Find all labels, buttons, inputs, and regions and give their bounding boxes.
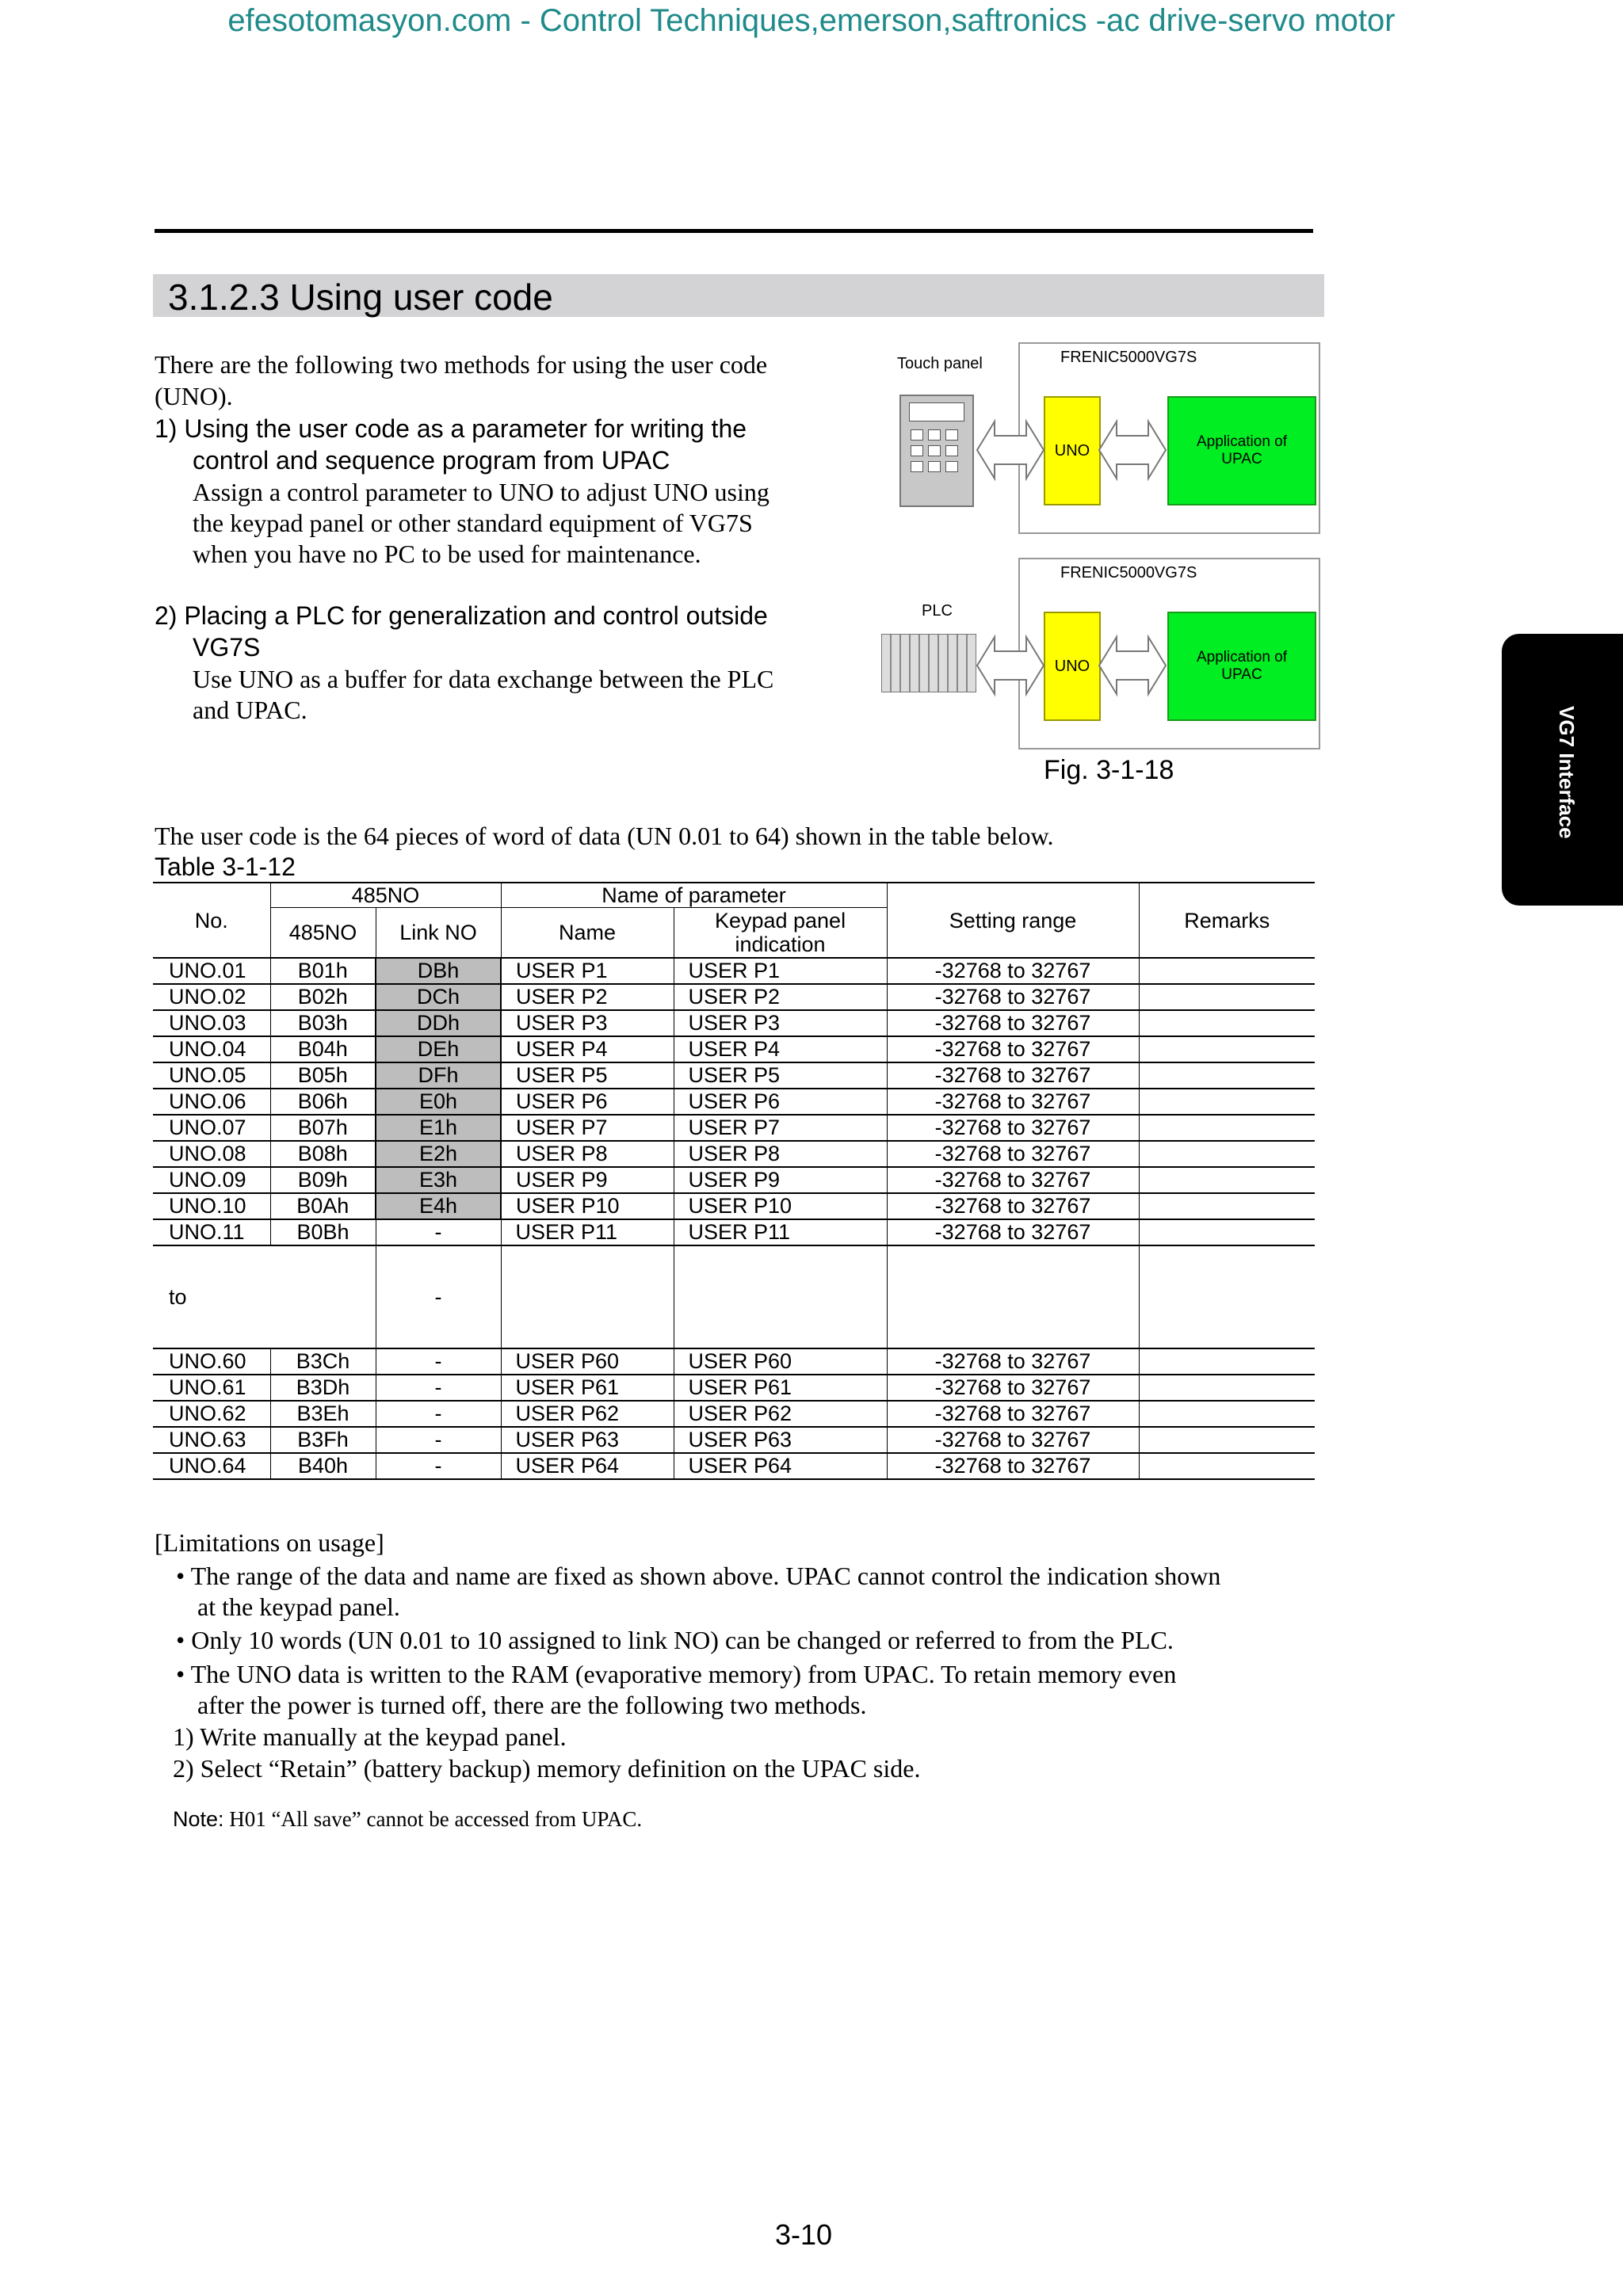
cell-485no: B05h — [270, 1062, 376, 1089]
header-setting-range: Setting range — [887, 883, 1139, 958]
cell-485no: B0Ah — [270, 1193, 376, 1219]
cell-remarks — [1139, 1010, 1315, 1036]
cell-name: USER P6 — [501, 1089, 674, 1115]
side-tab-label: VG7 Interface — [1555, 706, 1579, 839]
cell-link-no: - — [376, 1219, 501, 1245]
cell-name: USER P11 — [501, 1219, 674, 1245]
cell-setting-range: -32768 to 32767 — [887, 1348, 1139, 1375]
cell-keypad-indication: USER P2 — [674, 984, 887, 1010]
cell-keypad-indication: USER P6 — [674, 1089, 887, 1115]
retain-method-2: 2) Select “Retain” (battery backup) memory definition on the UPAC side. — [173, 1754, 921, 1783]
data-exchange-arrows — [876, 338, 1335, 749]
cell-no: UNO.09 — [153, 1167, 270, 1193]
double-arrow-icon — [1099, 421, 1166, 479]
cell-no: UNO.08 — [153, 1141, 270, 1167]
cell-remarks — [1139, 1348, 1315, 1375]
cell-485no: B3Eh — [270, 1401, 376, 1427]
cell-485no — [270, 1245, 376, 1348]
cell-remarks — [1139, 1036, 1315, 1062]
cell-setting-range: -32768 to 32767 — [887, 984, 1139, 1010]
cell-keypad-indication: USER P4 — [674, 1036, 887, 1062]
cell-remarks — [1139, 958, 1315, 984]
table-caption: Table 3-1-12 — [155, 852, 296, 881]
cell-remarks — [1139, 1167, 1315, 1193]
cell-link-no: - — [376, 1375, 501, 1401]
cell-485no: B3Fh — [270, 1427, 376, 1453]
cell-setting-range: -32768 to 32767 — [887, 1219, 1139, 1245]
cell-no: UNO.04 — [153, 1036, 270, 1062]
cell-link-no: DCh — [376, 984, 501, 1010]
cell-keypad-indication — [674, 1245, 887, 1348]
watermark: efesotomasyon.com - Control Techniques,emerson,saftronics -ac drive-servo motor — [227, 3, 1396, 38]
cell-remarks — [1139, 1062, 1315, 1089]
cell-keypad-indication: USER P63 — [674, 1427, 887, 1453]
cell-setting-range: -32768 to 32767 — [887, 1401, 1139, 1427]
cell-link-no: - — [376, 1245, 501, 1348]
page-number: 3-10 — [775, 2218, 833, 2251]
cell-485no: B01h — [270, 958, 376, 984]
cell-keypad-indication: USER P7 — [674, 1115, 887, 1141]
cell-no: UNO.63 — [153, 1427, 270, 1453]
table-row — [153, 1427, 1315, 1453]
upac-app-box-top: Application of UPAC — [1167, 396, 1316, 505]
table-row — [153, 1036, 1315, 1062]
cell-no: UNO.64 — [153, 1453, 270, 1479]
cell-keypad-indication: USER P11 — [674, 1219, 887, 1245]
method1-body-line-3: when you have no PC to be used for maintenance. — [193, 540, 701, 568]
top-rule — [155, 229, 1313, 233]
limitation-1-line-1: • The range of the data and name are fixed as shown above. UPAC cannot control the indication shown — [176, 1562, 1221, 1590]
header-remarks: Remarks — [1139, 883, 1315, 958]
cell-setting-range: -32768 to 32767 — [887, 1062, 1139, 1089]
cell-485no: B3Dh — [270, 1375, 376, 1401]
cell-remarks — [1139, 1375, 1315, 1401]
cell-no: UNO.61 — [153, 1375, 270, 1401]
vg7s-label-bottom: FRENIC5000VG7S — [1060, 564, 1197, 582]
cell-name: USER P61 — [501, 1375, 674, 1401]
method1-heading-line-1: 1) Using the user code as a parameter for writing the — [155, 414, 747, 443]
cell-485no: B40h — [270, 1453, 376, 1479]
plc-label: PLC — [922, 602, 953, 620]
uno-box-bottom: UNO — [1044, 612, 1101, 721]
cell-keypad-indication: USER P61 — [674, 1375, 887, 1401]
table-row — [153, 1453, 1315, 1479]
cell-keypad-indication: USER P10 — [674, 1193, 887, 1219]
cell-485no: B06h — [270, 1089, 376, 1115]
cell-setting-range: -32768 to 32767 — [887, 1375, 1139, 1401]
cell-keypad-indication: USER P64 — [674, 1453, 887, 1479]
table-row — [153, 1193, 1315, 1219]
cell-no: UNO.03 — [153, 1010, 270, 1036]
table-body — [153, 958, 1315, 1479]
cell-setting-range: -32768 to 32767 — [887, 1193, 1139, 1219]
method1-body-line-2: the keypad panel or other standard equipment of VG7S — [193, 509, 753, 537]
table-row — [153, 1401, 1315, 1427]
cell-setting-range: -32768 to 32767 — [887, 1141, 1139, 1167]
cell-link-no: - — [376, 1348, 501, 1375]
cell-485no: B3Ch — [270, 1348, 376, 1375]
cell-setting-range: -32768 to 32767 — [887, 1010, 1139, 1036]
cell-name: USER P9 — [501, 1167, 674, 1193]
cell-name: USER P2 — [501, 984, 674, 1010]
cell-485no: B07h — [270, 1115, 376, 1141]
uno-box-top: UNO — [1044, 396, 1101, 505]
cell-485no: B04h — [270, 1036, 376, 1062]
section-title: 3.1.2.3 Using user code — [168, 277, 553, 318]
cell-name: USER P60 — [501, 1348, 674, 1375]
cell-no: to — [153, 1245, 270, 1348]
cell-name: USER P3 — [501, 1010, 674, 1036]
cell-485no: B09h — [270, 1167, 376, 1193]
cell-no: UNO.60 — [153, 1348, 270, 1375]
table-row — [153, 1115, 1315, 1141]
cell-remarks — [1139, 1427, 1315, 1453]
cell-remarks — [1139, 1193, 1315, 1219]
cell-remarks — [1139, 1089, 1315, 1115]
cell-no: UNO.01 — [153, 958, 270, 984]
retain-method-1: 1) Write manually at the keypad panel. — [173, 1722, 567, 1751]
double-arrow-icon — [977, 421, 1044, 479]
cell-name: USER P10 — [501, 1193, 674, 1219]
double-arrow-icon — [1099, 637, 1166, 694]
cell-link-no: DEh — [376, 1036, 501, 1062]
cell-link-no: - — [376, 1427, 501, 1453]
cell-485no: B0Bh — [270, 1219, 376, 1245]
method2-heading-line-2: VG7S — [193, 633, 261, 662]
cell-name: USER P1 — [501, 958, 674, 984]
cell-name — [501, 1245, 674, 1348]
method2-body-line-1: Use UNO as a buffer for data exchange between the PLC — [193, 665, 774, 693]
cell-setting-range: -32768 to 32767 — [887, 1453, 1139, 1479]
cell-remarks — [1139, 1141, 1315, 1167]
cell-keypad-indication: USER P60 — [674, 1348, 887, 1375]
cell-link-no: DBh — [376, 958, 501, 984]
cell-485no: B03h — [270, 1010, 376, 1036]
header-group-485: 485NO — [270, 883, 501, 908]
limitation-3-line-1: • The UNO data is written to the RAM (evaporative memory) from UPAC. To retain memory even — [176, 1660, 1177, 1688]
cell-link-no: E3h — [376, 1167, 501, 1193]
intro-line-1: There are the following two methods for using the user code — [155, 350, 768, 379]
cell-link-no: DDh — [376, 1010, 501, 1036]
cell-no: UNO.05 — [153, 1062, 270, 1089]
cell-remarks — [1139, 1115, 1315, 1141]
cell-name: USER P8 — [501, 1141, 674, 1167]
cell-setting-range: -32768 to 32767 — [887, 1089, 1139, 1115]
table-row — [153, 1167, 1315, 1193]
cell-remarks — [1139, 984, 1315, 1010]
system-diagram — [876, 338, 1335, 749]
cell-485no: B02h — [270, 984, 376, 1010]
header-name: Name — [501, 908, 674, 959]
table-row — [153, 1089, 1315, 1115]
note-text: H01 “All save” cannot be accessed from UPAC. — [223, 1807, 643, 1831]
cell-remarks — [1139, 1401, 1315, 1427]
intro-line-2: (UNO). — [155, 382, 233, 410]
header-group-name: Name of parameter — [501, 883, 887, 908]
cell-setting-range — [887, 1245, 1139, 1348]
cell-no: UNO.10 — [153, 1193, 270, 1219]
cell-name: USER P64 — [501, 1453, 674, 1479]
cell-name: USER P63 — [501, 1427, 674, 1453]
table-row — [153, 1010, 1315, 1036]
user-code-table — [153, 882, 1315, 1480]
cell-no: UNO.62 — [153, 1401, 270, 1427]
double-arrow-icon — [977, 637, 1044, 694]
cell-name: USER P62 — [501, 1401, 674, 1427]
table-row-ellipsis — [153, 1245, 1315, 1348]
touch-panel-label: Touch panel — [897, 355, 983, 372]
table-intro: The user code is the 64 pieces of word of data (UN 0.01 to 64) shown in the table below. — [155, 822, 1054, 850]
limitation-2-line-1: • Only 10 words (UN 0.01 to 10 assigned to link NO) can be changed or referred to from the PLC. — [176, 1626, 1174, 1654]
cell-485no: B08h — [270, 1141, 376, 1167]
cell-no: UNO.07 — [153, 1115, 270, 1141]
cell-setting-range: -32768 to 32767 — [887, 958, 1139, 984]
cell-link-no: - — [376, 1453, 501, 1479]
limitation-1-line-2: at the keypad panel. — [197, 1592, 400, 1621]
method1-heading-line-2: control and sequence program from UPAC — [193, 446, 670, 475]
cell-link-no: E0h — [376, 1089, 501, 1115]
table-row — [153, 1141, 1315, 1167]
figure-caption: Fig. 3-1-18 — [1044, 755, 1174, 785]
cell-link-no: E2h — [376, 1141, 501, 1167]
table-row — [153, 1219, 1315, 1245]
table-row — [153, 958, 1315, 984]
upac-app-box-bottom: Application of UPAC — [1167, 612, 1316, 721]
cell-name: USER P4 — [501, 1036, 674, 1062]
table-row — [153, 1062, 1315, 1089]
table-row — [153, 1375, 1315, 1401]
method2-heading-line-1: 2) Placing a PLC for generalization and control outside — [155, 601, 768, 630]
header-keypad-indication: Keypad panel indication — [674, 908, 887, 959]
cell-no: UNO.11 — [153, 1219, 270, 1245]
cell-keypad-indication: USER P9 — [674, 1167, 887, 1193]
cell-no: UNO.06 — [153, 1089, 270, 1115]
cell-remarks — [1139, 1219, 1315, 1245]
cell-keypad-indication: USER P62 — [674, 1401, 887, 1427]
cell-setting-range: -32768 to 32767 — [887, 1427, 1139, 1453]
method2-body-line-2: and UPAC. — [193, 696, 307, 724]
cell-keypad-indication: USER P5 — [674, 1062, 887, 1089]
note-label: Note: — [173, 1807, 224, 1831]
limitation-3-line-2: after the power is turned off, there are the following two methods. — [197, 1691, 867, 1719]
cell-setting-range: -32768 to 32767 — [887, 1115, 1139, 1141]
header-485no: 485NO — [270, 908, 376, 959]
cell-remarks — [1139, 1453, 1315, 1479]
vg7s-label-top: FRENIC5000VG7S — [1060, 349, 1197, 366]
cell-keypad-indication: USER P3 — [674, 1010, 887, 1036]
header-no: No. — [153, 883, 270, 958]
cell-remarks — [1139, 1245, 1315, 1348]
limitations-heading: [Limitations on usage] — [155, 1528, 384, 1557]
cell-link-no: - — [376, 1401, 501, 1427]
cell-setting-range: -32768 to 32767 — [887, 1036, 1139, 1062]
cell-name: USER P5 — [501, 1062, 674, 1089]
method1-body-line-1: Assign a control parameter to UNO to adjust UNO using — [193, 478, 769, 506]
note — [173, 1807, 642, 1832]
header-link-no: Link NO — [376, 908, 501, 959]
cell-keypad-indication: USER P8 — [674, 1141, 887, 1167]
cell-link-no: DFh — [376, 1062, 501, 1089]
cell-link-no: E4h — [376, 1193, 501, 1219]
cell-keypad-indication: USER P1 — [674, 958, 887, 984]
table-row — [153, 984, 1315, 1010]
cell-name: USER P7 — [501, 1115, 674, 1141]
cell-no: UNO.02 — [153, 984, 270, 1010]
table-row — [153, 1348, 1315, 1375]
cell-setting-range: -32768 to 32767 — [887, 1167, 1139, 1193]
cell-link-no: E1h — [376, 1115, 501, 1141]
